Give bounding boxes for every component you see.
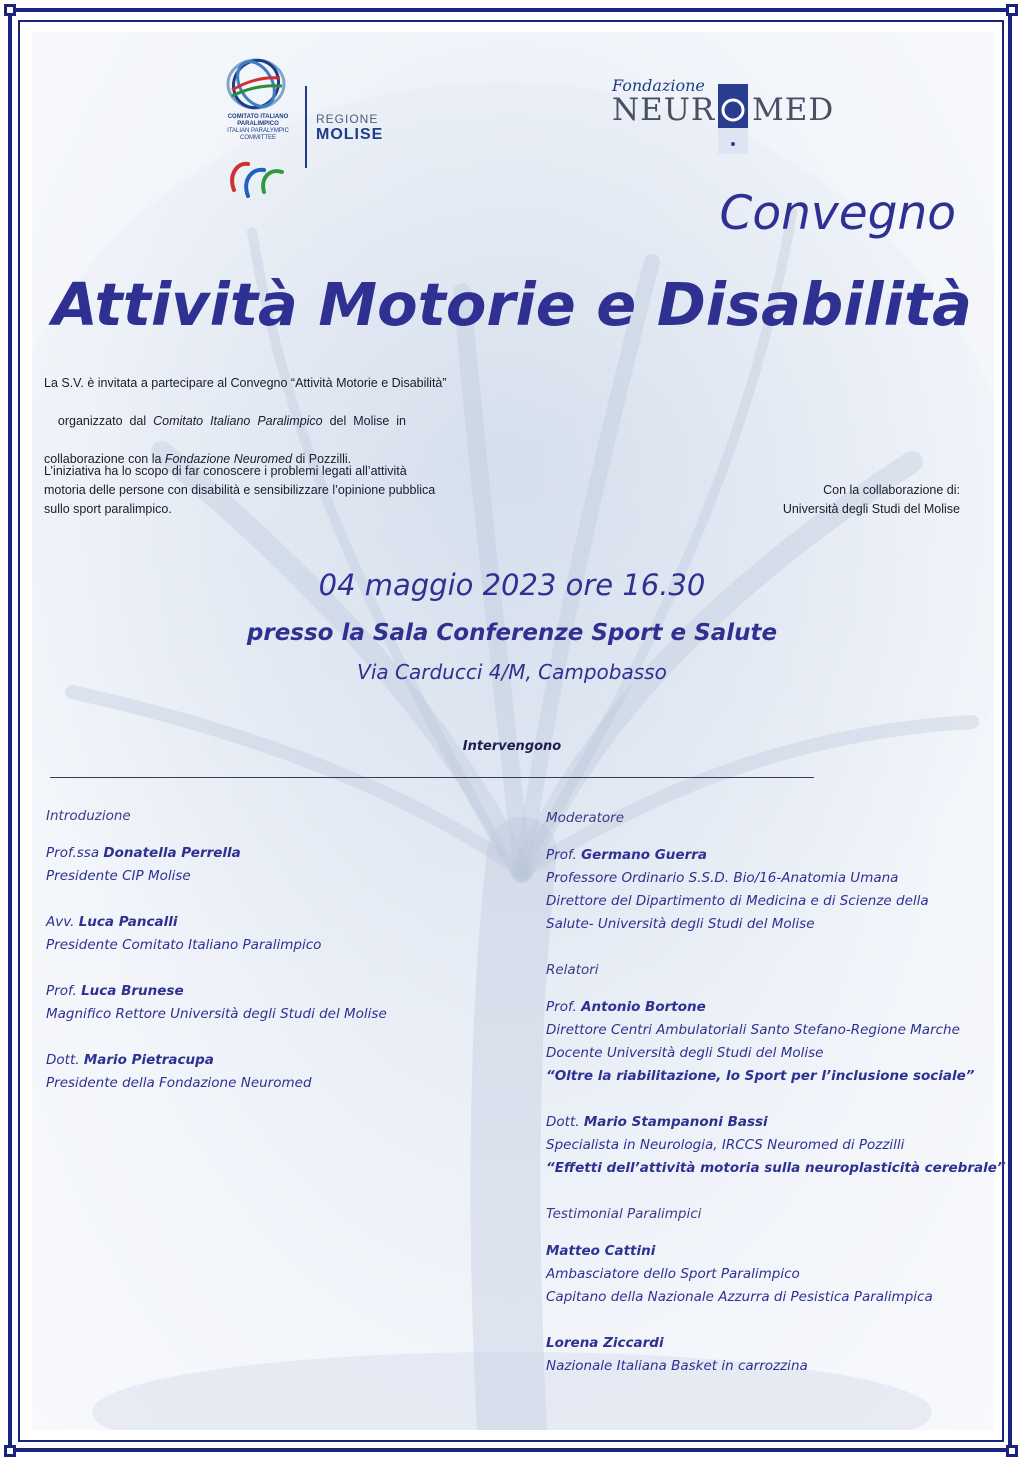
speaker-role: Direttore Centri Ambulatoriali Santo Stefano-Regione Marche: [546, 1022, 960, 1038]
cip-line: PARALIMPICO: [237, 121, 279, 127]
speaker-prefix: Dott.: [46, 1052, 84, 1068]
neuromed-o-icon: [716, 82, 750, 156]
speaker-role: Presidente Comitato Italiano Paralimpico: [46, 937, 322, 953]
page-title: Attività Motorie e Disabilità: [52, 270, 972, 339]
logo-divider: [305, 86, 307, 168]
intro-org: Fondazione Neuromed: [164, 452, 293, 466]
speaker-role: Presidente della Fondazione Neuromed: [46, 1075, 312, 1091]
speaker-entry: [546, 996, 996, 1088]
speaker-prefix: Prof.ssa: [46, 845, 104, 861]
section-relatori: Relatori: [546, 962, 599, 978]
speaker-name: Donatella Perrella: [103, 845, 241, 861]
neuromed-right: MED: [752, 92, 835, 128]
intro-text: organizzato dal: [57, 414, 154, 428]
intro-paragraph-2: [44, 462, 514, 519]
corner-ornament: [1006, 1445, 1018, 1457]
intro-text: collaborazione con la: [44, 452, 165, 466]
speaker-role: Capitano della Nazionale Azzurra di Pesistica Paralimpica: [546, 1289, 933, 1305]
speaker-prefix: Avv.: [46, 914, 79, 930]
speaker-role: Magnifico Rettore Università degli Studi del Molise: [46, 1006, 387, 1022]
neuromed-top: Fondazione: [612, 76, 705, 95]
talk-title: “Oltre la riabilitazione, lo Sport per l’inclusione sociale”: [546, 1068, 975, 1084]
speaker-role: Nazionale Italiana Basket in carrozzina: [546, 1358, 808, 1374]
speaker-name: Mario Stampanoni Bassi: [583, 1114, 768, 1130]
intro-line: La S.V. è invitata a partecipare al Convegno “Attività Motorie e Disabilità”: [44, 376, 447, 390]
speaker-entry: [46, 911, 506, 957]
collab-label: Con la collaborazione di:: [823, 483, 960, 497]
speaker-role: Specialista in Neurologia, IRCCS Neuromed di Pozzilli: [546, 1137, 905, 1153]
subtitle: Convegno: [719, 186, 956, 241]
speaker-name: Mario Pietracupa: [83, 1052, 214, 1068]
region-name: MOLISE: [316, 126, 384, 143]
collaboration: [640, 481, 960, 519]
speaker-entry: [46, 842, 506, 888]
section-testimonial: Testimonial Paralimpici: [546, 1206, 702, 1222]
intro-line: sullo sport paralimpico.: [44, 502, 172, 516]
right-column: [546, 807, 1006, 1378]
intro-org: Comitato Italiano Paralimpico: [153, 414, 323, 428]
speaker-prefix: Prof.: [46, 983, 82, 999]
speaker-entry: [46, 1049, 506, 1095]
speaker-role: Ambasciatore dello Sport Paralimpico: [546, 1266, 800, 1282]
speaker-prefix: Dott.: [546, 1114, 584, 1130]
corner-ornament: [4, 4, 16, 16]
region-label: REGIONE: [316, 112, 379, 126]
speaker-role: Professore Ordinario S.S.D. Bio/16-Anatomia Umana: [546, 870, 899, 886]
section-introduzione: Introduzione: [46, 808, 131, 824]
cip-line: COMMITTEE: [240, 135, 276, 141]
corner-ornament: [4, 1445, 16, 1457]
collab-university: Università degli Studi del Molise: [782, 502, 960, 516]
cip-line: COMITATO ITALIANO: [227, 114, 289, 120]
speaker-prefix: Prof.: [546, 847, 582, 863]
speaker-role: Direttore del Dipartimento di Medicina e di Scienze della: [546, 893, 929, 909]
testimonial-entry: [546, 1240, 996, 1309]
event-venue: presso la Sala Conferenze Sport e Salute: [246, 620, 778, 646]
speaker-name: Germano Guerra: [581, 847, 707, 863]
intro-line: motoria delle persone con disabilità e sensibilizzare l’opinione pubblica: [44, 483, 436, 497]
cip-line: ITALIAN PARALYMPIC: [227, 128, 289, 134]
cip-logo-text: [212, 114, 304, 142]
speaker-entry: [546, 1111, 1006, 1180]
cip-logo-icon: [224, 56, 288, 112]
event-date: 04 maggio 2023 ore 16.30: [318, 568, 706, 602]
corner-ornament: [1006, 4, 1018, 16]
left-column: [46, 805, 506, 1095]
speaker-role: Docente Università degli Studi del Molise: [546, 1045, 824, 1061]
neuromed-left: NEUR: [612, 92, 716, 128]
speaker-role: Presidente CIP Molise: [46, 868, 191, 884]
speaker-name: Antonio Bortone: [581, 999, 706, 1015]
speakers-heading: Intervengono: [462, 739, 562, 754]
intro-paragraph-1: [44, 374, 514, 469]
testimonial-entry: [546, 1332, 996, 1378]
intro-line: L’iniziativa ha lo scopo di far conoscere i problemi legati all’attività: [44, 464, 407, 478]
speaker-entry: [46, 980, 506, 1026]
intro-text: del Molise in: [322, 414, 407, 428]
intro-text: di Pozzilli.: [292, 452, 352, 466]
section-moderatore: Moderatore: [546, 810, 625, 826]
talk-title: “Effetti dell’attività motoria sulla neuroplasticità cerebrale”: [546, 1160, 1006, 1176]
speaker-role: Salute- Università degli Studi del Molise: [546, 916, 815, 932]
separator-line: [50, 777, 814, 778]
speaker-name: Lorena Ziccardi: [546, 1335, 664, 1351]
speaker-prefix: Prof.: [546, 999, 582, 1015]
speaker-name: Luca Brunese: [81, 983, 184, 999]
event-address: Via Carducci 4/M, Campobasso: [357, 660, 667, 684]
speaker-name: Matteo Cattini: [546, 1243, 656, 1259]
speaker-name: Luca Pancalli: [78, 914, 178, 930]
moderator-entry: [546, 844, 996, 936]
